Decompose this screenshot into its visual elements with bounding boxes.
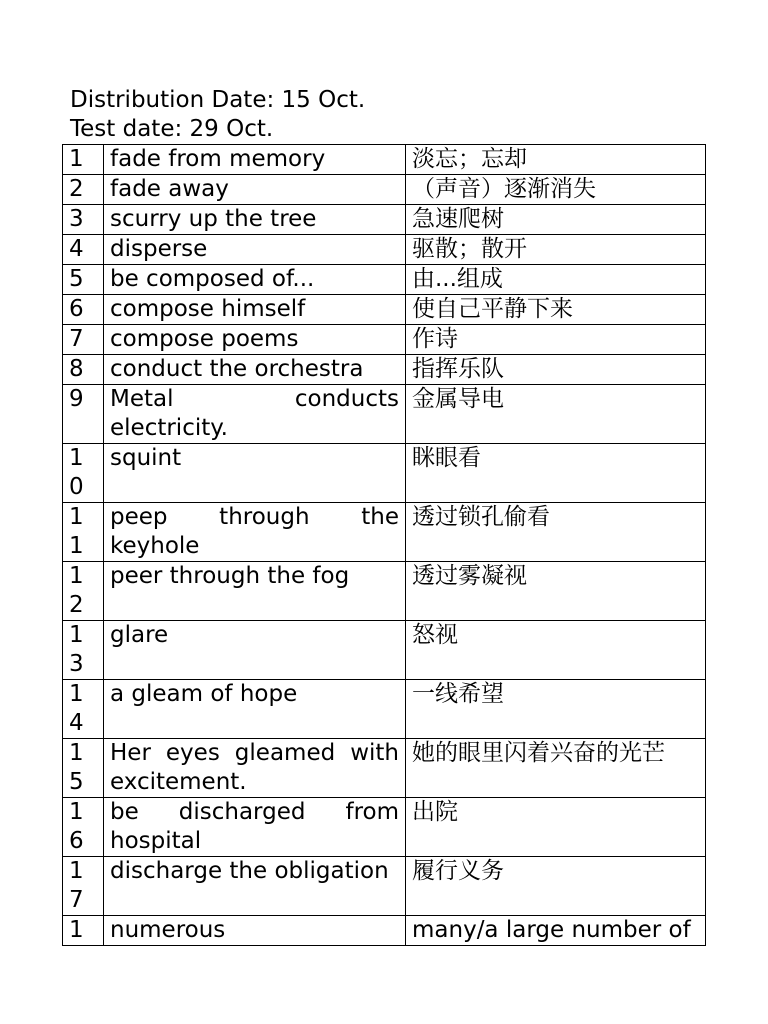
chinese-meaning: 急速爬树	[406, 205, 706, 235]
row-number: 11	[63, 503, 104, 562]
chinese-meaning: 眯眼看	[406, 444, 706, 503]
row-number: 9	[63, 385, 104, 444]
table-row	[63, 798, 706, 857]
vocab-table	[62, 144, 706, 946]
distribution-date: Distribution Date: 15 Oct.	[70, 87, 366, 113]
english-phrase: discharge the obligation	[104, 857, 406, 916]
table-row	[63, 205, 706, 235]
english-phrase: disperse	[104, 235, 406, 265]
table-row	[63, 739, 706, 798]
table-row	[63, 295, 706, 325]
english-phrase: peep through the keyhole	[104, 503, 406, 562]
row-number: 15	[63, 739, 104, 798]
chinese-meaning: 作诗	[406, 325, 706, 355]
table-row	[63, 857, 706, 916]
table-row	[63, 916, 706, 946]
table-row	[63, 355, 706, 385]
table-row	[63, 503, 706, 562]
chinese-meaning: 由...组成	[406, 265, 706, 295]
table-row	[63, 680, 706, 739]
english-phrase: fade from memory	[104, 145, 406, 175]
english-phrase: peer through the fog	[104, 562, 406, 621]
row-number: 12	[63, 562, 104, 621]
english-phrase: compose himself	[104, 295, 406, 325]
row-number: 3	[63, 205, 104, 235]
english-phrase: glare	[104, 621, 406, 680]
row-number: 7	[63, 325, 104, 355]
english-phrase: squint	[104, 444, 406, 503]
english-phrase: fade away	[104, 175, 406, 205]
row-number: 6	[63, 295, 104, 325]
table-row	[63, 175, 706, 205]
row-number: 1	[63, 916, 104, 946]
chinese-meaning: 履行义务	[406, 857, 706, 916]
test-date: Test date: 29 Oct.	[70, 116, 274, 142]
chinese-meaning: many/a large number of	[406, 916, 706, 946]
english-phrase: scurry up the tree	[104, 205, 406, 235]
english-phrase: Her eyes gleamed with excitement.	[104, 739, 406, 798]
chinese-meaning: 使自己平静下来	[406, 295, 706, 325]
table-row	[63, 325, 706, 355]
chinese-meaning: 透过雾凝视	[406, 562, 706, 621]
english-phrase: Metal conducts electricity.	[104, 385, 406, 444]
table-row	[63, 444, 706, 503]
row-number: 13	[63, 621, 104, 680]
row-number: 10	[63, 444, 104, 503]
row-number: 8	[63, 355, 104, 385]
row-number: 4	[63, 235, 104, 265]
row-number: 17	[63, 857, 104, 916]
row-number: 14	[63, 680, 104, 739]
english-phrase: compose poems	[104, 325, 406, 355]
chinese-meaning: 金属导电	[406, 385, 706, 444]
row-number: 1	[63, 145, 104, 175]
english-phrase: a gleam of hope	[104, 680, 406, 739]
english-phrase: be discharged from hospital	[104, 798, 406, 857]
table-row	[63, 265, 706, 295]
english-phrase: conduct the orchestra	[104, 355, 406, 385]
row-number: 5	[63, 265, 104, 295]
chinese-meaning: 怒视	[406, 621, 706, 680]
table-row	[63, 385, 706, 444]
chinese-meaning: 一线希望	[406, 680, 706, 739]
table-row	[63, 562, 706, 621]
chinese-meaning: 出院	[406, 798, 706, 857]
english-phrase: be composed of...	[104, 265, 406, 295]
table-row	[63, 235, 706, 265]
row-number: 2	[63, 175, 104, 205]
chinese-meaning: 指挥乐队	[406, 355, 706, 385]
row-number: 16	[63, 798, 104, 857]
header	[70, 86, 365, 144]
table-row	[63, 145, 706, 175]
chinese-meaning: 透过锁孔偷看	[406, 503, 706, 562]
chinese-meaning: 淡忘；忘却	[406, 145, 706, 175]
english-phrase: numerous	[104, 916, 406, 946]
table-row	[63, 621, 706, 680]
chinese-meaning: 她的眼里闪着兴奋的光芒	[406, 739, 706, 798]
chinese-meaning: 驱散；散开	[406, 235, 706, 265]
chinese-meaning: （声音）逐渐消失	[406, 175, 706, 205]
